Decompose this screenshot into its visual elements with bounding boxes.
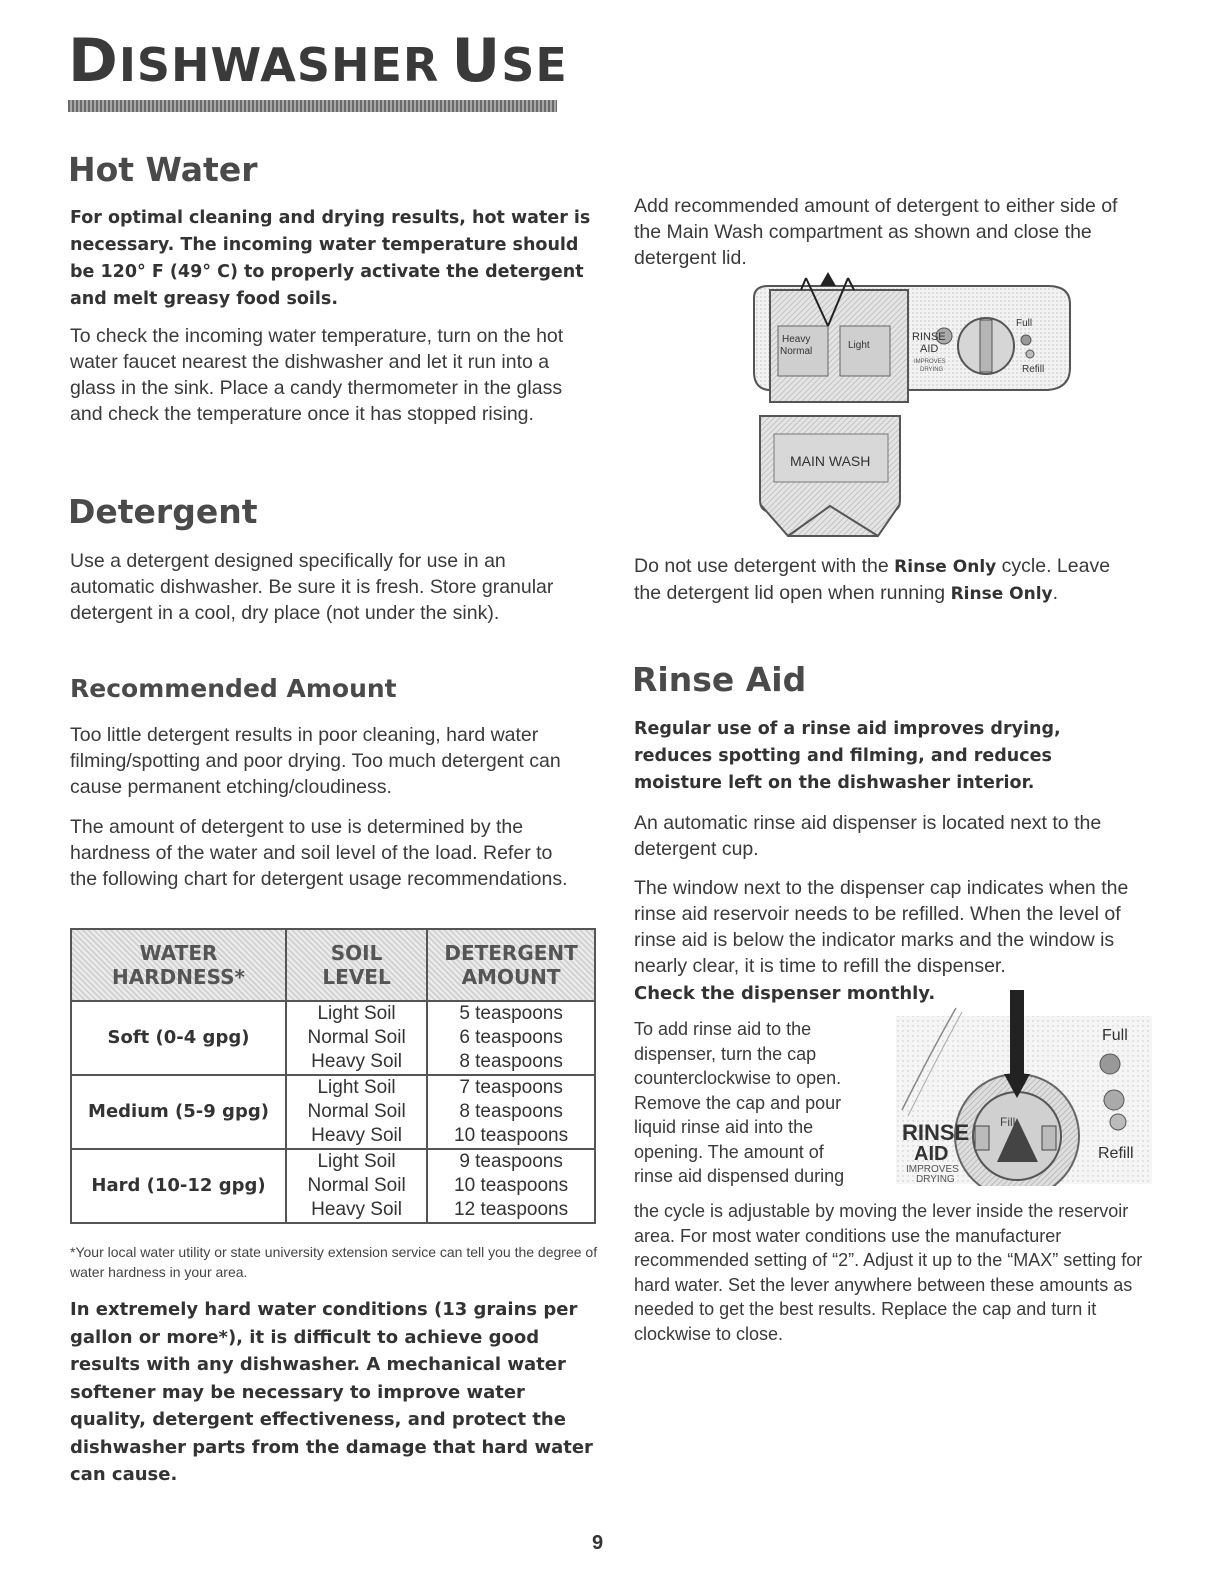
table-cell: Normal Soil <box>286 1026 427 1050</box>
rinse-aid-body-3: the cycle is adjustable by moving the lever inside the reservoir area. For most water conditions use the manufacturer recommended setting of “2”. Adjust it up to the “MAX” setting for hard water. Set the lever anywhere between these amounts as needed to get the best results. Replace the cap and turn it clockwise to close. <box>634 1201 1143 1344</box>
rinse-aid-line: rinse aid dispensed during <box>634 1166 845 1186</box>
table-cell: Normal Soil <box>286 1100 427 1124</box>
table-hardness-medium: Medium (5-9 gpg) <box>71 1075 286 1149</box>
rinse-aid-dial-illustration <box>892 990 1154 1186</box>
fill-label: Fill <box>1000 1115 1016 1129</box>
normal-label: Normal <box>780 346 813 357</box>
aid-label: AID <box>914 1143 949 1165</box>
rinse-aid-line: Remove the cap and pour <box>634 1092 842 1113</box>
table-cell: Heavy Soil <box>286 1124 427 1149</box>
rinse-only-text: Do not use detergent with the Rinse Only cycle. Leave the detergent lid open when running Rinse Only. <box>634 555 1111 604</box>
table-cell: Heavy Soil <box>286 1198 427 1223</box>
hot-water-body: To check the incoming water temperature, turn on the hot water faucet nearest the dishwasher and let it run into a glass in the sink. Place a candy thermometer in the glass and check the temperature once it has stopped rising. <box>70 325 564 425</box>
detergent-heading: Detergent <box>68 492 258 531</box>
table-cell: Light Soil <box>286 1075 427 1100</box>
rinse-aid-line: To add rinse aid to the <box>634 1019 812 1039</box>
table-cell: 10 teaspoons <box>427 1174 595 1198</box>
rinse-aid-body-1: An automatic rinse aid dispenser is located next to the detergent cup. <box>634 812 1102 860</box>
page-title: DISHWASHER USE <box>68 26 568 96</box>
title-rule <box>68 100 557 112</box>
full-label: Full <box>1016 318 1033 329</box>
recommended-amount-heading: Recommended Amount <box>70 674 397 703</box>
table-cell: 10 teaspoons <box>427 1124 595 1149</box>
hard-water-warning: In extremely hard water conditions (13 grains per gallon or more*), it is difficult to achieve good results with any dishwasher. A mechanical water softener may be necessary to improve water quality, detergent effectiveness, and protect the dishwasher parts from the damage that hard water can cause. <box>70 1299 593 1485</box>
refill-label: Refill <box>1098 1145 1134 1162</box>
rinse-aid-line: dispenser, turn the cap <box>634 1043 817 1064</box>
detergent-dispenser-illustration <box>748 268 1078 540</box>
rinse-aid-lead: Regular use of a rinse aid improves drying, reduces spotting and filming, and reduces moisture left on the dishwasher interior. <box>634 719 1061 793</box>
improves-label: IMPROVES <box>914 359 946 365</box>
table-cell: 12 teaspoons <box>427 1198 595 1223</box>
drying-label: DRYING <box>920 367 944 373</box>
heavy-label: Heavy <box>782 334 811 345</box>
rinse-aid-heading: Rinse Aid <box>632 660 807 699</box>
aid-label: AID <box>920 343 939 355</box>
hot-water-heading: Hot Water <box>68 150 258 189</box>
table-cell: Normal Soil <box>286 1174 427 1198</box>
check-monthly-text: Check the dispenser monthly. <box>634 983 936 1004</box>
recommended-amount-body-2: The amount of detergent to use is determined by the hardness of the water and soil level of the load. Refer to the following chart for detergent usage recommendations. <box>70 816 568 890</box>
table-cell: 8 teaspoons <box>427 1050 595 1075</box>
rinse-label: RINSE <box>902 1120 970 1145</box>
rinse-aid-line: counterclockwise to open. <box>634 1068 842 1088</box>
detergent-body: Use a detergent designed specifically for use in an automatic dishwasher. Be sure it is fresh. Store granular detergent in a cool, dry place (not under the sink). <box>70 550 554 624</box>
table-cell: 7 teaspoons <box>427 1075 595 1100</box>
rinse-label: RINSE <box>912 331 946 343</box>
table-cell: Light Soil <box>286 1149 427 1174</box>
improves-label: IMPROVES <box>906 1164 959 1175</box>
rinse-aid-line: liquid rinse aid into the <box>634 1117 814 1137</box>
table-cell: 9 teaspoons <box>427 1149 595 1174</box>
table-cell: Heavy Soil <box>286 1050 427 1075</box>
table-cell: 6 teaspoons <box>427 1026 595 1050</box>
rinse-aid-body-2: The window next to the dispenser cap indicates when the rinse aid reservoir needs to be refilled. When the level of rinse aid is below the indicator marks and the window is nearly clear, it is time to refill the dispenser. <box>634 877 1129 977</box>
rinse-aid-body-3-wrapped <box>634 1017 894 1189</box>
table-cell: 8 teaspoons <box>427 1100 595 1124</box>
page-number: 9 <box>592 1532 604 1554</box>
table-cell: Light Soil <box>286 1001 427 1026</box>
table-hardness-soft: Soft (0-4 gpg) <box>71 1001 286 1075</box>
recommended-amount-body-1: Too little detergent results in poor cleaning, hard water filming/spotting and poor drying. Too much detergent can cause permanent etching/cloudiness. <box>70 724 561 798</box>
table-footnote: *Your local water utility or state university extension service can tell you the degree of water hardness in your area. <box>70 1244 598 1280</box>
drying-label: DRYING <box>916 1174 955 1185</box>
refill-label: Refill <box>1022 364 1045 375</box>
table-hardness-hard: Hard (10-12 gpg) <box>71 1149 286 1223</box>
table-header-soil-level: SOIL LEVEL <box>286 929 427 1001</box>
add-detergent-text: Add recommended amount of detergent to either side of the Main Wash compartment as shown and close the detergent lid. <box>634 195 1118 269</box>
hot-water-lead: For optimal cleaning and drying results, hot water is necessary. The incoming water temperature should be 120° F (49° C) to properly activate the detergent and melt greasy food soils. <box>70 208 591 309</box>
main-wash-label: MAIN WASH <box>790 453 871 469</box>
table-header-detergent-amount: DETERGENT AMOUNT <box>427 929 595 1001</box>
detergent-chart-table <box>70 928 596 1224</box>
table-cell: 5 teaspoons <box>427 1001 595 1026</box>
light-label: Light <box>848 340 870 351</box>
rinse-aid-line: opening. The amount of <box>634 1141 824 1162</box>
table-header-water-hardness: WATER HARDNESS* <box>71 929 286 1001</box>
full-label: Full <box>1102 1027 1128 1044</box>
